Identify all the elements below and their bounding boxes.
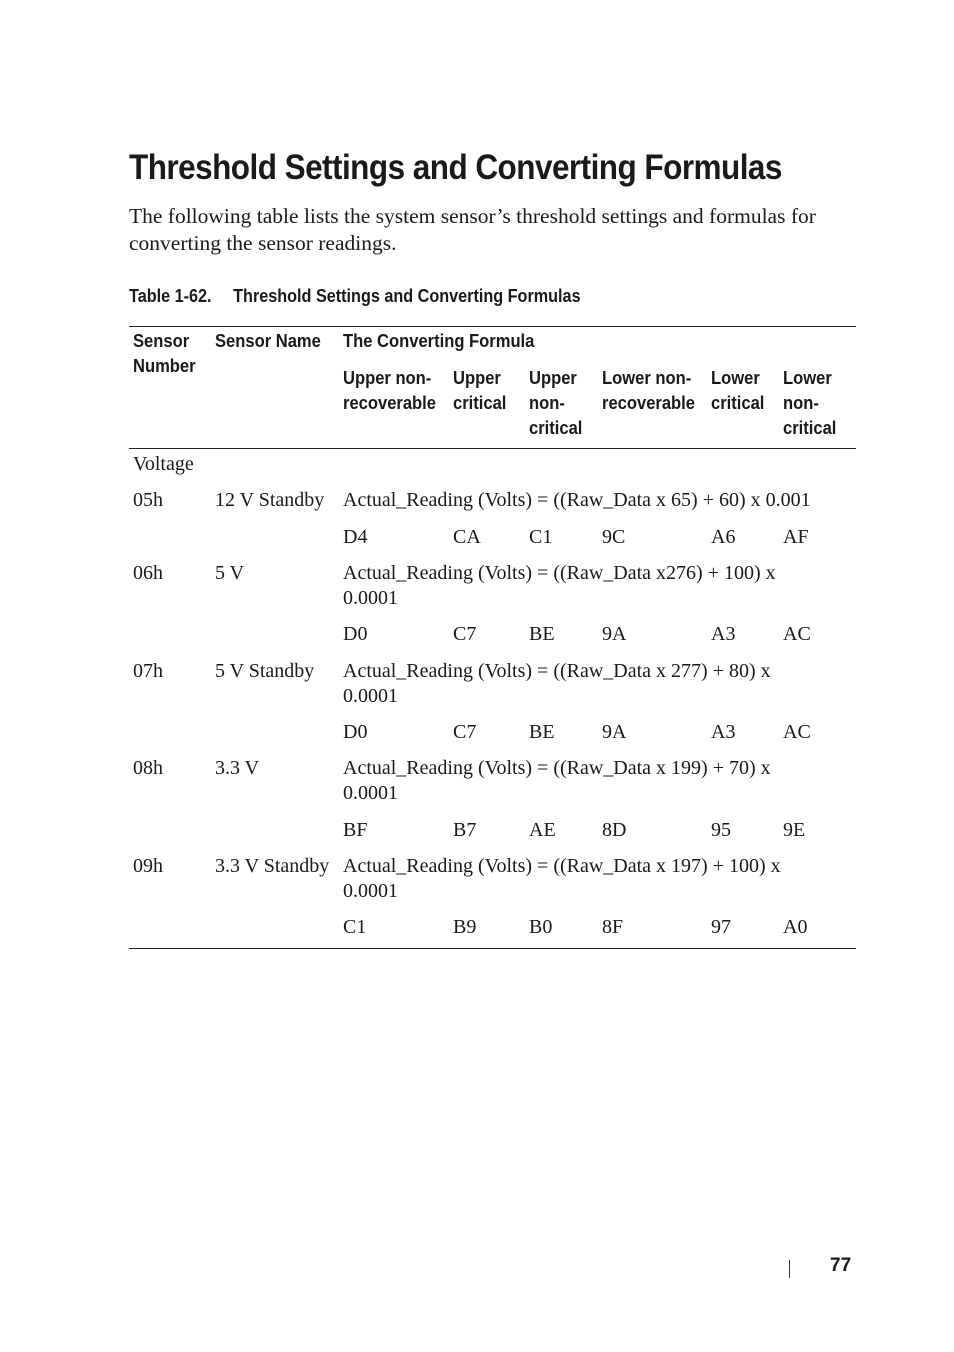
sensor-number: 08h [133, 757, 163, 779]
header-upper-non-critical: Upper non-critical [529, 368, 583, 438]
intro-paragraph: The following table lists the system sensor’s threshold settings and formulas for converting the sensor readings. [129, 204, 816, 255]
threshold-lower-non-recoverable: 9A [602, 623, 627, 645]
threshold-upper-non-critical: BE [529, 623, 555, 645]
header-lower-critical: Lower critical [711, 368, 765, 413]
threshold-upper-non-recoverable: D0 [343, 623, 368, 645]
threshold-upper-non-recoverable: C1 [343, 916, 367, 938]
sensor-name: 12 V Standby [215, 489, 325, 511]
header-upper-critical: Upper critical [453, 368, 507, 413]
threshold-upper-non-recoverable: D4 [343, 526, 368, 548]
sensor-number: 07h [133, 660, 163, 682]
threshold-lower-non-recoverable: 9C [602, 526, 626, 548]
converting-formula: Actual_Reading (Volts) = ((Raw_Data x 199) + 70) x [343, 757, 771, 779]
converting-formula-continued: 0.0001 [343, 782, 398, 804]
header-lower-non-recoverable: Lower non-recoverable [602, 368, 695, 413]
converting-formula: Actual_Reading (Volts) = ((Raw_Data x 277) + 80) x [343, 660, 771, 682]
group-label-voltage: Voltage [133, 453, 194, 475]
table-bottom-rule [129, 948, 856, 949]
converting-formula-continued: 0.0001 [343, 685, 398, 707]
sensor-name: 3.3 V [215, 757, 260, 779]
converting-formula: Actual_Reading (Volts) = ((Raw_Data x276) + 100) x [343, 562, 776, 584]
sensor-name: 5 V Standby [215, 660, 315, 682]
converting-formula-continued: 0.0001 [343, 587, 398, 609]
table-header-rule [129, 448, 856, 449]
threshold-upper-non-critical: AE [529, 819, 556, 841]
threshold-lower-critical: A6 [711, 526, 736, 548]
threshold-upper-non-recoverable: D0 [343, 721, 368, 743]
header-sensor-name: Sensor Name [215, 331, 321, 351]
converting-formula: Actual_Reading (Volts) = ((Raw_Data x 197) + 100) x [343, 855, 781, 877]
threshold-upper-critical: C7 [453, 623, 477, 645]
threshold-upper-critical: CA [453, 526, 481, 548]
sensor-name: 3.3 V Standby [215, 855, 330, 877]
table-caption-title: Threshold Settings and Converting Formulas [233, 286, 581, 306]
threshold-lower-critical: 97 [711, 916, 731, 938]
threshold-lower-non-critical: AC [783, 623, 811, 645]
header-lower-non-critical: Lower non-critical [783, 368, 837, 438]
converting-formula: Actual_Reading (Volts) = ((Raw_Data x 65) + 60) x 0.001 [343, 489, 811, 511]
threshold-upper-non-critical: C1 [529, 526, 553, 548]
threshold-lower-critical: A3 [711, 721, 736, 743]
table-caption [129, 286, 581, 307]
header-converting-formula: The Converting Formula [343, 331, 535, 351]
threshold-lower-non-recoverable: 8D [602, 819, 627, 841]
threshold-lower-critical: A3 [711, 623, 736, 645]
threshold-upper-non-critical: BE [529, 721, 555, 743]
page-number: 77 [830, 1255, 852, 1276]
sensor-name: 5 V [215, 562, 245, 584]
threshold-lower-non-critical: 9E [783, 819, 806, 841]
sensor-number: 09h [133, 855, 163, 877]
threshold-lower-non-recoverable: 9A [602, 721, 627, 743]
section-title: Threshold Settings and Converting Formulas [129, 148, 782, 187]
header-upper-non-recoverable: Upper non-recoverable [343, 368, 436, 413]
converting-formula-continued: 0.0001 [343, 880, 398, 902]
header-sensor-number: Sensor Number [133, 331, 196, 376]
threshold-lower-non-critical: A0 [783, 916, 808, 938]
threshold-upper-critical: C7 [453, 721, 477, 743]
threshold-upper-critical: B7 [453, 819, 477, 841]
threshold-lower-non-critical: AF [783, 526, 809, 548]
threshold-upper-critical: B9 [453, 916, 477, 938]
table-caption-label: Table 1-62. [129, 286, 212, 306]
threshold-upper-non-critical: B0 [529, 916, 553, 938]
threshold-upper-non-recoverable: BF [343, 819, 368, 841]
threshold-lower-non-critical: AC [783, 721, 811, 743]
threshold-lower-critical: 95 [711, 819, 731, 841]
sensor-number: 06h [133, 562, 163, 584]
table-top-rule [129, 326, 856, 327]
threshold-lower-non-recoverable: 8F [602, 916, 624, 938]
sensor-number: 05h [133, 489, 163, 511]
footer-divider [789, 1260, 790, 1278]
